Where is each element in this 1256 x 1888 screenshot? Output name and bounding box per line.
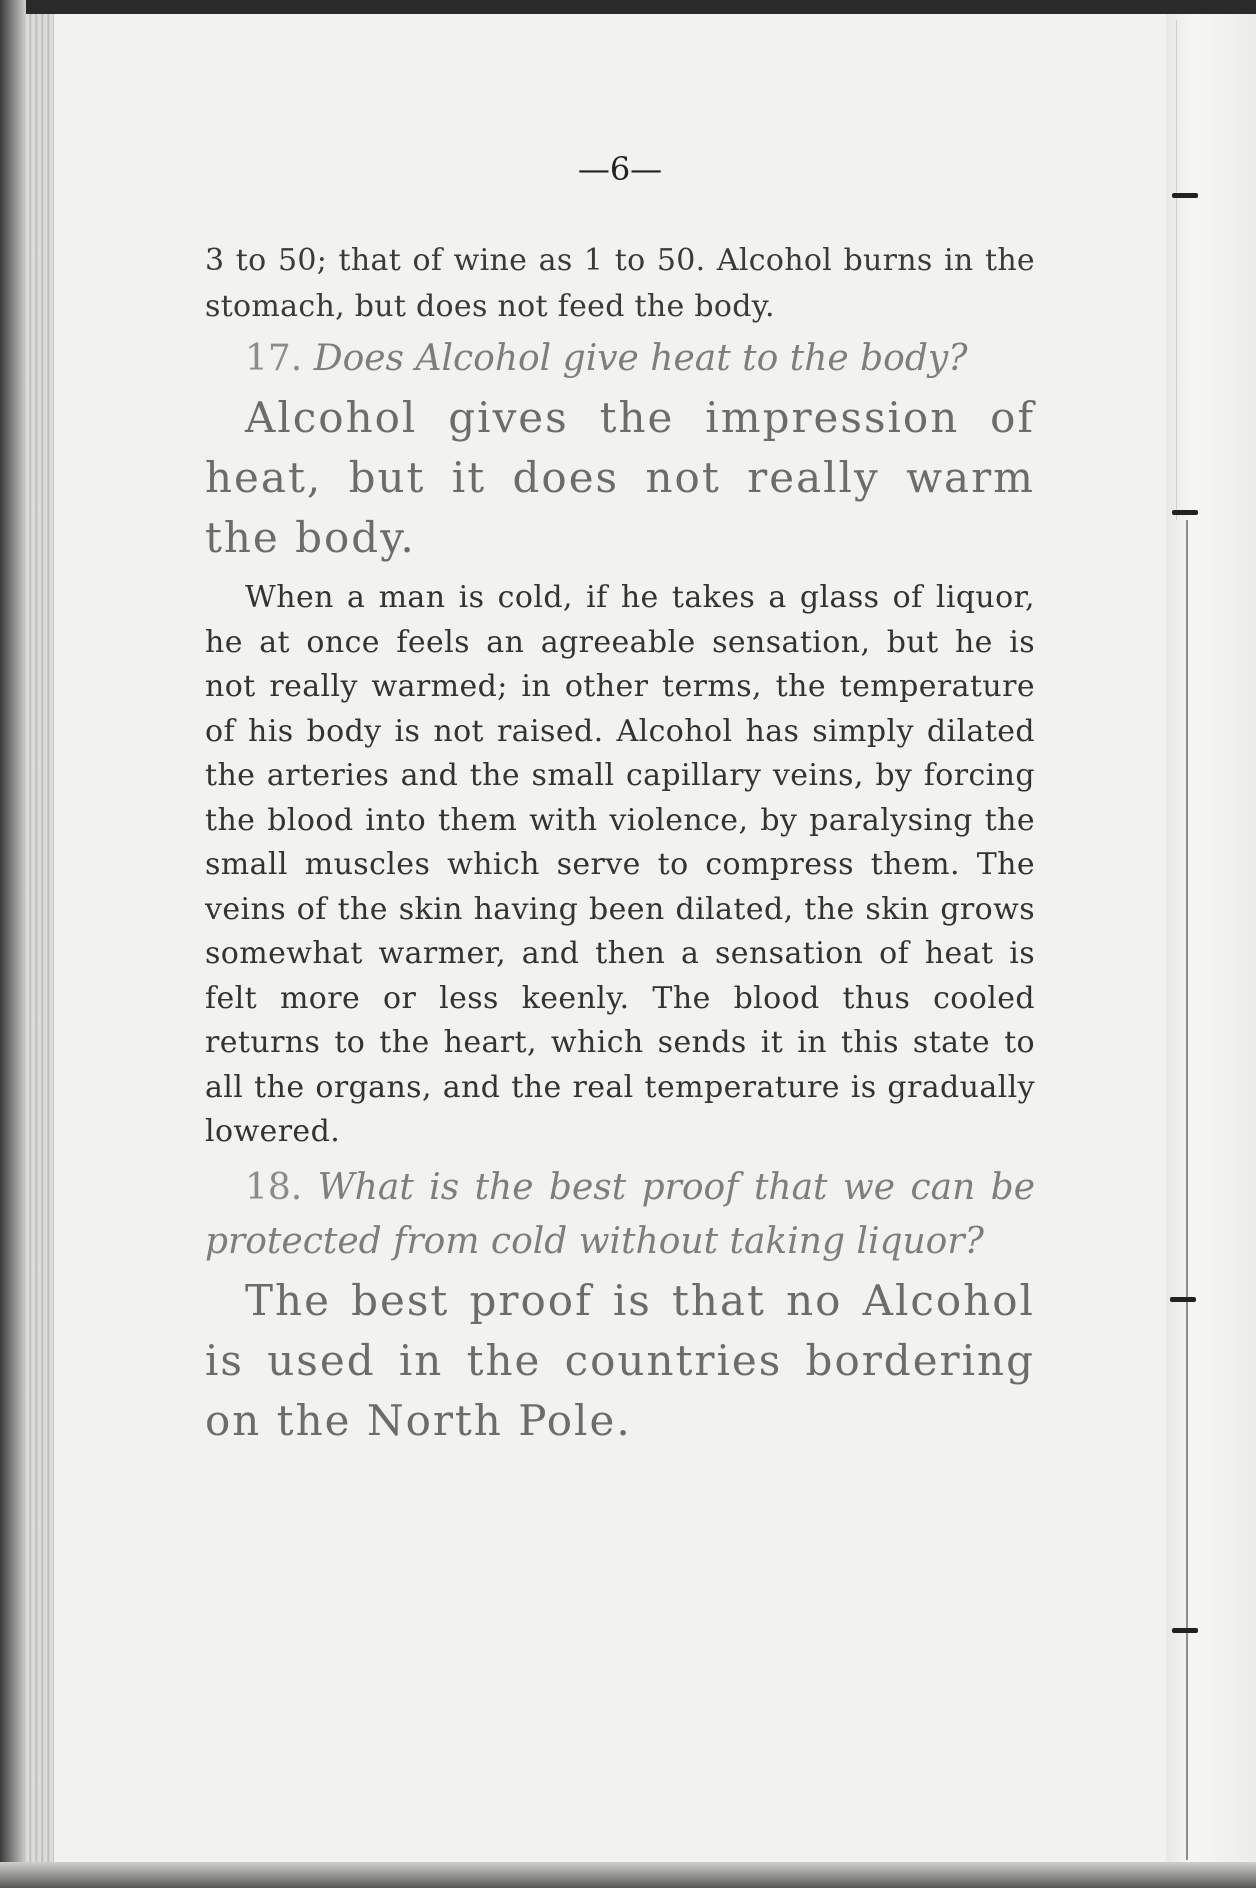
gutter-line: [1186, 520, 1188, 1860]
book-spine-edge: [0, 0, 26, 1888]
scan-top-edge: [0, 0, 1256, 14]
explanation-paragraph: When a man is cold, if he takes a glass of liquor, he at once feels an agreeable sensation, but he is not really warmed; in other terms, the temperature of his body is not raised. Alcohol has simply dilated the arteries and the small capillary veins, by forcing the blood into them with violence, by paralysing the small muscles which serve to compress them. The veins of the skin having been dilated, the skin grows somewhat warmer, and then a sensation of heat is felt more or less keenly. The blood thus cooled returns to the heart, which sends it in this state to all the organs, and the real temperature is gradually lowered.: [205, 580, 1035, 1149]
binding-stitch: [1170, 1297, 1196, 1302]
page-number: —6—: [577, 150, 663, 188]
answer-17: Alcohol gives the impression of heat, but it does not really warm the body.: [205, 393, 1035, 562]
continuation-paragraph: 3 to 50; that of wine as 1 to 50. Alcohol burns in the stomach, but does not feed the body.: [205, 243, 1035, 324]
binding-fold: [1166, 14, 1256, 1888]
binding-stitch: [1172, 1628, 1198, 1633]
question-18-text: What is the best proof that we can be protected from cold without taking liquor?: [205, 1166, 1035, 1262]
question-17-text: Does Alcohol give heat to the body?: [313, 338, 968, 379]
question-17: [205, 332, 1035, 386]
scan-bottom-edge: [0, 1862, 1256, 1888]
page-stack-edge: [26, 14, 54, 1874]
question-17-number: 17.: [245, 338, 303, 379]
question-18: [205, 1161, 1035, 1269]
binding-stitch: [1172, 510, 1198, 515]
gutter-line-upper: [1176, 20, 1177, 520]
text-page: [205, 150, 1035, 1451]
question-18-number: 18.: [245, 1166, 303, 1208]
answer-18: The best proof is that no Alcohol is used in the countries bordering on the North Pole.: [205, 1275, 1035, 1445]
binding-stitch: [1172, 193, 1198, 198]
